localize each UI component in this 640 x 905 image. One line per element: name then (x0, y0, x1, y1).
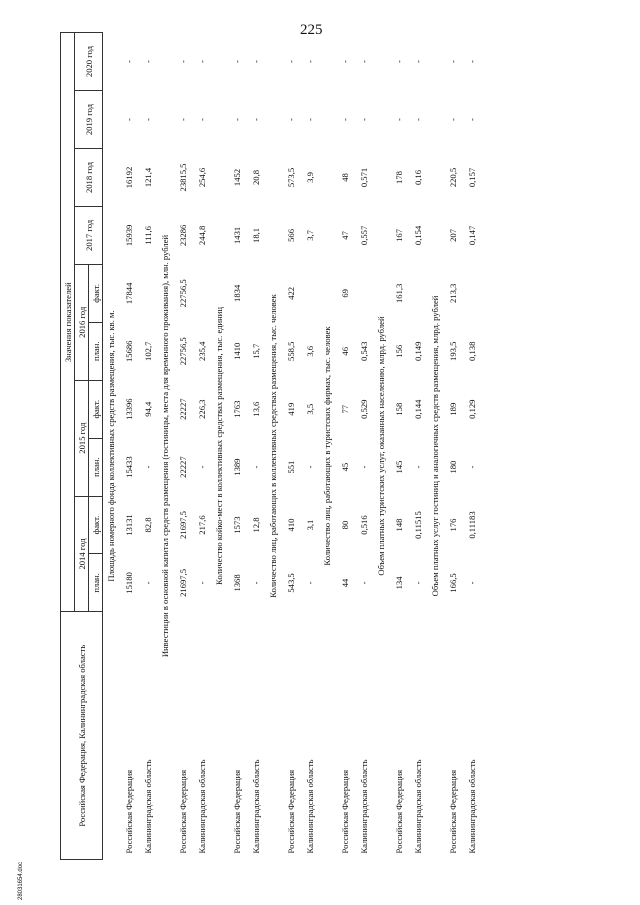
cell-value: 0,149 (412, 341, 423, 361)
cell-value: 176 (447, 518, 458, 532)
values-header: Значения показателей (61, 33, 75, 612)
cell-value (408, 264, 427, 322)
cell-value: - (466, 118, 477, 122)
section-title-row (211, 33, 227, 860)
cell-value: - (358, 465, 369, 469)
table-row (192, 33, 211, 860)
cell-value (192, 264, 211, 322)
cell-value: - (196, 581, 207, 585)
cell-value: 0,144 (412, 399, 423, 419)
cell-value: - (358, 60, 369, 63)
row-label: Российская Федерация (285, 769, 296, 854)
fact-subheader: факт. (89, 380, 103, 438)
cell-value: - (304, 465, 315, 469)
cell-value: 46 (339, 346, 350, 356)
cell-value: - (304, 118, 315, 122)
cell-value (138, 264, 157, 322)
cell-value: 44 (339, 578, 350, 588)
cell-value: 0,557 (358, 225, 369, 246)
cell-value: 244,8 (196, 225, 207, 246)
cell-value: 422 (285, 286, 296, 300)
cell-value: 15939 (123, 224, 134, 247)
section-title-row (427, 33, 443, 860)
cell-value: - (142, 118, 153, 122)
year-header-2015: 2015 год (75, 380, 89, 496)
cell-value: 566 (285, 228, 296, 242)
row-label: Российская Федерация (339, 769, 350, 854)
plan-subheader: план. (89, 438, 103, 496)
cell-value: 20,8 (250, 169, 261, 186)
cell-value: 0,516 (358, 515, 369, 535)
fact-subheader: факт. (89, 264, 103, 322)
table-row (300, 33, 319, 860)
cell-value: 3,7 (304, 230, 315, 241)
cell-value: 0,529 (358, 399, 369, 419)
cell-value: - (304, 581, 315, 585)
cell-value: 77 (339, 404, 350, 414)
cell-value: 1389 (231, 458, 242, 476)
cell-value: - (466, 581, 477, 585)
cell-value: 16192 (123, 166, 134, 189)
cell-value: - (123, 60, 134, 63)
cell-value: 3,6 (304, 345, 315, 357)
cell-value: 45 (339, 462, 350, 472)
section-title: Количество лиц, работающих в туристских фирмах, тыс. человек (322, 326, 332, 566)
cell-value: 235,4 (196, 341, 207, 361)
cell-value: 0,154 (412, 225, 423, 246)
cell-value: 558,5 (285, 341, 296, 361)
cell-value: - (412, 118, 423, 122)
cell-value: 156 (393, 344, 404, 358)
cell-value: - (196, 60, 207, 63)
cell-value: - (196, 465, 207, 469)
cell-value: 1410 (231, 342, 242, 360)
table-row (281, 33, 300, 860)
cell-value: 158 (393, 402, 404, 416)
section-title-row (157, 33, 173, 860)
table-row (119, 33, 138, 860)
plan-subheader: план. (89, 322, 103, 380)
cell-value: 47 (339, 231, 350, 240)
row-label: Калининградская область (142, 759, 153, 854)
cell-value: 3,1 (304, 519, 315, 531)
cell-value: 543,5 (285, 573, 296, 593)
cell-value: 15,7 (250, 343, 261, 359)
cell-value: 15686 (123, 340, 134, 362)
table-row (335, 33, 354, 860)
cell-value: - (447, 60, 458, 63)
rotated-table-container (60, 32, 520, 860)
cell-value: 193,5 (447, 341, 458, 361)
year-header-2018: 2018 год (75, 149, 103, 207)
row-label: Российская Федерация (447, 769, 458, 854)
cell-value: 21697,5 (177, 511, 188, 539)
cell-value: 1573 (231, 516, 242, 534)
cell-value: 21697,5 (177, 568, 188, 597)
cell-value: - (466, 60, 477, 63)
cell-value: - (250, 60, 261, 63)
cell-value: - (250, 581, 261, 585)
section-title: Объем платных туристских услуг, оказанных населению, млрд. рублей (376, 316, 386, 576)
cell-value: 189 (447, 402, 458, 416)
cell-value: 145 (393, 460, 404, 474)
cell-value: 551 (285, 460, 296, 474)
plan-subheader: план. (89, 554, 103, 612)
cell-value: 0,147 (466, 225, 477, 246)
table-row (443, 33, 462, 860)
cell-value: - (358, 581, 369, 585)
cell-value: 1431 (231, 226, 242, 245)
cell-value: 15180 (123, 572, 134, 594)
row-label: Российская Федерация (231, 769, 242, 854)
cell-value: 22227 (177, 456, 188, 478)
cell-value: - (123, 118, 134, 122)
cell-value: 180 (447, 460, 458, 474)
cell-value: 48 (339, 173, 350, 182)
table-row (354, 33, 373, 860)
cell-value: 94,4 (142, 401, 153, 417)
section-title-row (103, 33, 120, 860)
page-number: 225 (300, 22, 323, 38)
section-title-row (373, 33, 389, 860)
row-label: Калининградская область (250, 759, 261, 854)
cell-value: 0,157 (466, 167, 477, 188)
cell-value: 0,543 (358, 341, 369, 361)
cell-value: 254,6 (196, 167, 207, 188)
table-row (246, 33, 265, 860)
cell-value: 13,6 (250, 401, 261, 417)
cell-value: 207 (447, 228, 458, 242)
year-header-2016: 2016 год (75, 264, 89, 380)
cell-value: - (412, 465, 423, 469)
cell-value: - (177, 60, 188, 63)
cell-value: 13131 (123, 514, 134, 536)
cell-value (246, 264, 265, 322)
cell-value: - (250, 465, 261, 469)
cell-value: - (142, 581, 153, 585)
cell-value: 12,8 (250, 517, 261, 533)
table-row (462, 33, 481, 860)
cell-value: 80 (339, 520, 350, 530)
cell-value: 22227 (177, 398, 188, 420)
cell-value: - (412, 581, 423, 585)
cell-value: 226,3 (196, 399, 207, 419)
cell-value: 220,5 (447, 167, 458, 188)
cell-value (462, 264, 481, 322)
cell-value: 419 (285, 402, 296, 416)
cell-value: - (393, 60, 404, 63)
cell-value: - (304, 60, 315, 63)
table-row (408, 33, 427, 860)
section-title: Количество лиц, работающих в коллективных средствах размещения, тыс. человек (268, 294, 278, 598)
cell-value: 15433 (123, 456, 134, 478)
cell-value: 166,5 (447, 573, 458, 593)
cell-value: - (393, 118, 404, 122)
section-title-row (265, 33, 281, 860)
cell-value: 0,138 (466, 341, 477, 361)
cell-value: 410 (285, 518, 296, 532)
cell-value: 1763 (231, 400, 242, 418)
cell-value: 13396 (123, 398, 134, 420)
row-label: Калининградская область (412, 759, 423, 854)
cell-value: 217,6 (196, 515, 207, 535)
cell-value: 573,5 (285, 167, 296, 188)
cell-value: - (142, 60, 153, 63)
cell-value: 3,5 (304, 403, 315, 415)
cell-value (300, 264, 319, 322)
cell-value: - (358, 118, 369, 122)
year-header-2014: 2014 год (75, 496, 89, 612)
row-label: Российская Федерация (123, 769, 134, 854)
cell-value: 17844 (123, 282, 134, 305)
table-row (389, 33, 408, 860)
document-file-code: 28031654.doc (18, 861, 24, 900)
indicators-table (60, 32, 481, 860)
year-header-2020: 2020 год (75, 33, 103, 91)
cell-value: 22756,5 (177, 337, 188, 366)
cell-value: 1368 (231, 574, 242, 592)
row-label: Российская Федерация (393, 769, 404, 854)
row-label: Калининградская область (358, 759, 369, 854)
cell-value: - (177, 118, 188, 122)
cell-value: - (231, 118, 242, 122)
cell-value: 69 (339, 289, 350, 298)
cell-value: 167 (393, 228, 404, 242)
cell-value: 23286 (177, 224, 188, 247)
cell-value: 121,4 (142, 167, 153, 188)
section-title: Количество койко-мест в коллективных средствах размещения, тыс. единиц (214, 307, 224, 585)
cell-value: 134 (393, 576, 404, 590)
cell-value: 1452 (231, 168, 242, 187)
region-column-header: Российская Федерация, Калининградская область (61, 612, 103, 860)
cell-value: 213,3 (447, 283, 458, 304)
cell-value: 1834 (231, 284, 242, 302)
section-title: Объем платных услуг гостиниц и аналогичных средств размещения, млрд. рублей (430, 295, 440, 597)
cell-value: 82,8 (142, 517, 153, 533)
cell-value: - (231, 60, 242, 63)
row-label: Калининградская область (466, 759, 477, 854)
cell-value: 178 (393, 171, 404, 184)
cell-value: - (339, 60, 350, 63)
cell-value: 18,1 (250, 227, 261, 243)
cell-value: - (196, 118, 207, 122)
row-label: Калининградская область (304, 759, 315, 854)
section-title-row (319, 33, 335, 860)
cell-value: - (412, 60, 423, 63)
cell-value: 0,571 (358, 167, 369, 188)
fact-subheader: факт. (89, 496, 103, 554)
cell-value: 111,6 (142, 226, 153, 245)
table-row (138, 33, 157, 860)
cell-value: 0,16 (412, 169, 423, 186)
table-body (103, 33, 482, 860)
year-header-2017: 2017 год (75, 206, 103, 264)
table-row (227, 33, 246, 860)
cell-value: - (142, 465, 153, 469)
cell-value: - (466, 465, 477, 469)
cell-value: - (285, 118, 296, 122)
cell-value: - (285, 60, 296, 63)
cell-value: 22756,5 (177, 279, 188, 308)
cell-value: 0,129 (466, 399, 477, 419)
cell-value: 161,3 (393, 283, 404, 304)
year-header-2019: 2019 год (75, 91, 103, 149)
row-label: Российская Федерация (177, 769, 188, 854)
cell-value: - (339, 118, 350, 122)
cell-value: 23815,5 (177, 163, 188, 192)
cell-value (354, 264, 373, 322)
cell-value: 148 (393, 518, 404, 532)
cell-value: - (250, 118, 261, 122)
cell-value: - (447, 118, 458, 122)
cell-value: 0,11515 (412, 511, 423, 539)
cell-value: 102,7 (142, 341, 153, 361)
table-row (173, 33, 192, 860)
section-title: Инвестиции в основной капитал средств размещения (гостиницы, места для временного проживания), млн. рублей (160, 234, 170, 658)
cell-value: 0,11183 (466, 511, 477, 539)
cell-value: 3,9 (304, 172, 315, 183)
row-label: Калининградская область (196, 759, 207, 854)
section-title: Площадь номерного фонда коллективных средств размещения, тыс. кв. м. (106, 310, 116, 582)
